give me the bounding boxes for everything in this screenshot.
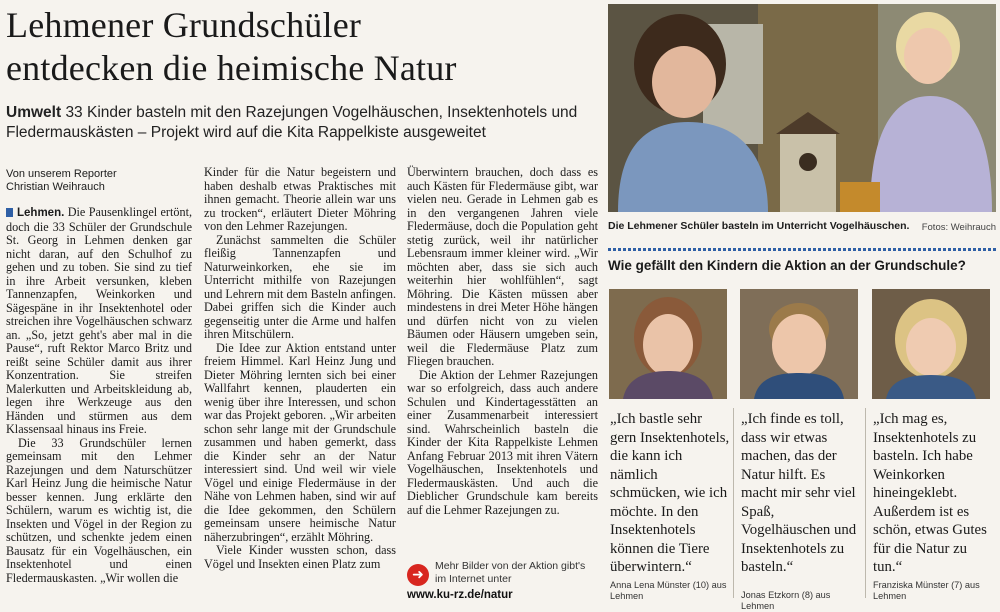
- article-paragraph: Die Aktion der Lehmer Razejungen war so erfolgreich, dass auch andere Schulen und Kindertagesstätten an einer Zusammenarbeit interessiert sind. Wahrscheinlich basteln die Kinder der Kita Rappelkiste Lehmen Anfang Februar 2013 mit ihren Vätern Vogelhäuschen, Insektenhotels und Fledermauskästen. Und auch die Dieblicher Grundschule kam bereits auf die Lehmer Razejungen zu.: [407, 367, 598, 517]
- article-column-3: [407, 166, 598, 517]
- dateline: Lehmen.: [17, 207, 65, 219]
- children-crafting-photo-illustration: [608, 4, 996, 212]
- online-promo[interactable]: [407, 560, 599, 604]
- headline-line-1: Lehmener Grundschüler: [6, 5, 362, 45]
- paragraph-text: Die Pausenklingel ertönt, doch die 33 Schüler der Grundschule St. Georg in Lehmen denken gar nicht daran, auf den Schulhof zu gehen und zu toben. Sie sind zu tief in ihre Arbeit versunken, kleben Tannenzapfen, Weinkorken und Sägespäne in ihr Insektenhotel oder streichen ihre Vogelhäuschen schwarz an. „So, jetzt geht's aber mal in die Pause“, ruft Rektor Marco Britz und reißt seine Schüler damit aus ihrer Konzentration. Sie streifen Malerkutten und Arbeitskleidung ab, legen ihre Werkzeuge aus den Händen und stürmen aus dem Klassensaal hinaus ins Freie.: [6, 205, 192, 436]
- kicker: Umwelt: [6, 104, 62, 121]
- column-divider: [733, 408, 734, 598]
- byline: [6, 168, 201, 194]
- portrait-illustration: [872, 289, 990, 399]
- portrait-illustration: [740, 289, 858, 399]
- headline: [6, 4, 606, 90]
- article-paragraph: Viele Kinder wussten schon, dass Vögel und Insekten einen Platz zum: [204, 543, 396, 571]
- quote-author-jonas: Jonas Etzkorn (8) aus Lehmen: [741, 590, 831, 611]
- survey-title: Wie gefällt den Kindern die Aktion an der Grundschule?: [608, 258, 966, 273]
- caption-text: Die Lehmener Schüler basteln im Unterricht Vogelhäuschen.: [608, 220, 910, 232]
- article-paragraph: Kinder für die Natur begeistern und haben deshalb etwas Praktisches mit ihnen gemacht. Theorie allein war uns zu trocken“, erläutert Dieter Möhring von den Lehmer Razejungen.: [204, 165, 396, 233]
- article-paragraph: Die 33 Grundschüler lernen gemeinsam mit den Lehmer Razejungen und dem Naturschützer Karl Heinz Jung die heimische Natur besser kennen. Jung erklärte den Schülern, warum es wichtig ist, die Insekten und Vögel in der Region zu schützen, und schenkte jedem einen Bausatz für ein Vogelhäuschen, ein Insektenhotel und einen Fledermauskasten. „Wir wollen die: [6, 435, 192, 585]
- portrait-jonas: [740, 289, 858, 399]
- main-photo: [608, 4, 996, 212]
- article-paragraph: Die Idee zur Aktion entstand unter freiem Himmel. Karl Heinz Jung und Dieter Möhring lernten sich bei einer Wallfahrt kennen, plauderten ein wenig über ihre Interessen, und schon war das Projekt geboren. „Wir arbeiten schon sehr lange mit der Grundschule zusammen und haben gemerkt, dass die Kinder sehr an der Natur interessiert sind. Und weil wir viele Vögel und einige Fledermäuse in der Nähe von Lehmen haben, sind wir auf die Idee gekommen, den Schülern gemeinsam unsere heimische Natur näherzubringen“, erzählt Möhring.: [204, 340, 396, 544]
- dotted-divider: [608, 248, 996, 251]
- portrait-anna-lena: [609, 289, 727, 399]
- photo-credit: Fotos: Weihrauch: [921, 222, 996, 233]
- quote-author-franziska: Franziska Münster (7) aus Lehmen: [873, 580, 980, 601]
- photo-caption: [608, 220, 996, 233]
- column-divider: [865, 408, 866, 598]
- promo-link[interactable]: www.ku-rz.de/natur: [407, 589, 513, 601]
- article-column-2: [204, 166, 396, 571]
- quote-jonas: „Ich finde es toll, dass wir etwas machen, das der Natur hilft. Es macht mir sehr viel Spaß, Vogelhäuschen und Insektenhotels zu basteln.“: [741, 411, 857, 575]
- arrow-right-icon: ➜: [407, 564, 429, 586]
- subhead-text: 33 Kinder basteln mit den Razejungen Vogelhäuschen, Insektenhotels und Fledermauskästen – Projekt wird auf die Kita Rappelkiste ausgeweitet: [6, 104, 578, 141]
- headline-line-2: entdecken die heimische Natur: [6, 48, 457, 88]
- quote-anna-lena: „Ich bastle sehr gern Insektenhotels, die kann ich nämlich schmücken, wie ich möchte. In den Insektenhotels können die Tiere überwintern.“: [610, 411, 730, 575]
- article-paragraph: [6, 206, 192, 437]
- portrait-illustration: [609, 289, 727, 399]
- byline-role: Von unserem Reporter: [6, 168, 117, 180]
- subheadline: [6, 103, 606, 143]
- quote-author-anna-lena: Anna Lena Münster (10) aus Lehmen: [610, 580, 727, 601]
- quote-franziska: „Ich mag es, Insektenhotels zu basteln. Ich habe Weinkorken hineingeklebt. Außerdem ist es schön, etwas Gutes für die Natur zu tun.“: [873, 411, 987, 575]
- byline-author: Christian Weihrauch: [6, 181, 105, 193]
- portrait-franziska: [872, 289, 990, 399]
- promo-text: Mehr Bilder von der Aktion gibt's im Internet unter: [435, 560, 586, 585]
- article-column-1: [6, 206, 192, 585]
- dateline-square-icon: [6, 208, 13, 217]
- article-paragraph: Zunächst sammelten die Schüler fleißig Tannenzapfen und Naturweinkorken, ehe sie im Unterricht mithilfe von Razejungen und Lehrern mit dem Basteln anfingen. Dabei griffen sich die Kinder auch gegenseitig unter die Arme und halfen ihren Mitschülern.: [204, 232, 396, 341]
- article-paragraph: Überwintern brauchen, doch dass es auch Kästen für Fledermäuse gibt, war vielen neu. Gerade in Lehmen gab es in den vergangenen Jahren viele Fledermäuse, doch die Population geht stetig zurück, weil ihr natürlicher Lebensraum immer kleiner wird. „Wir möchten aber, dass sie sich auch weiterhin hier wohlfühlen“, sagt Möhring. Die Kästen müssen aber mindestens in drei Meter Höhe hängen und dürfen nicht von zu vielen Bäumen oder Häusern umgeben sein, weil die Fledermäuse Platz zum Fliegen brauchen.: [407, 165, 598, 368]
